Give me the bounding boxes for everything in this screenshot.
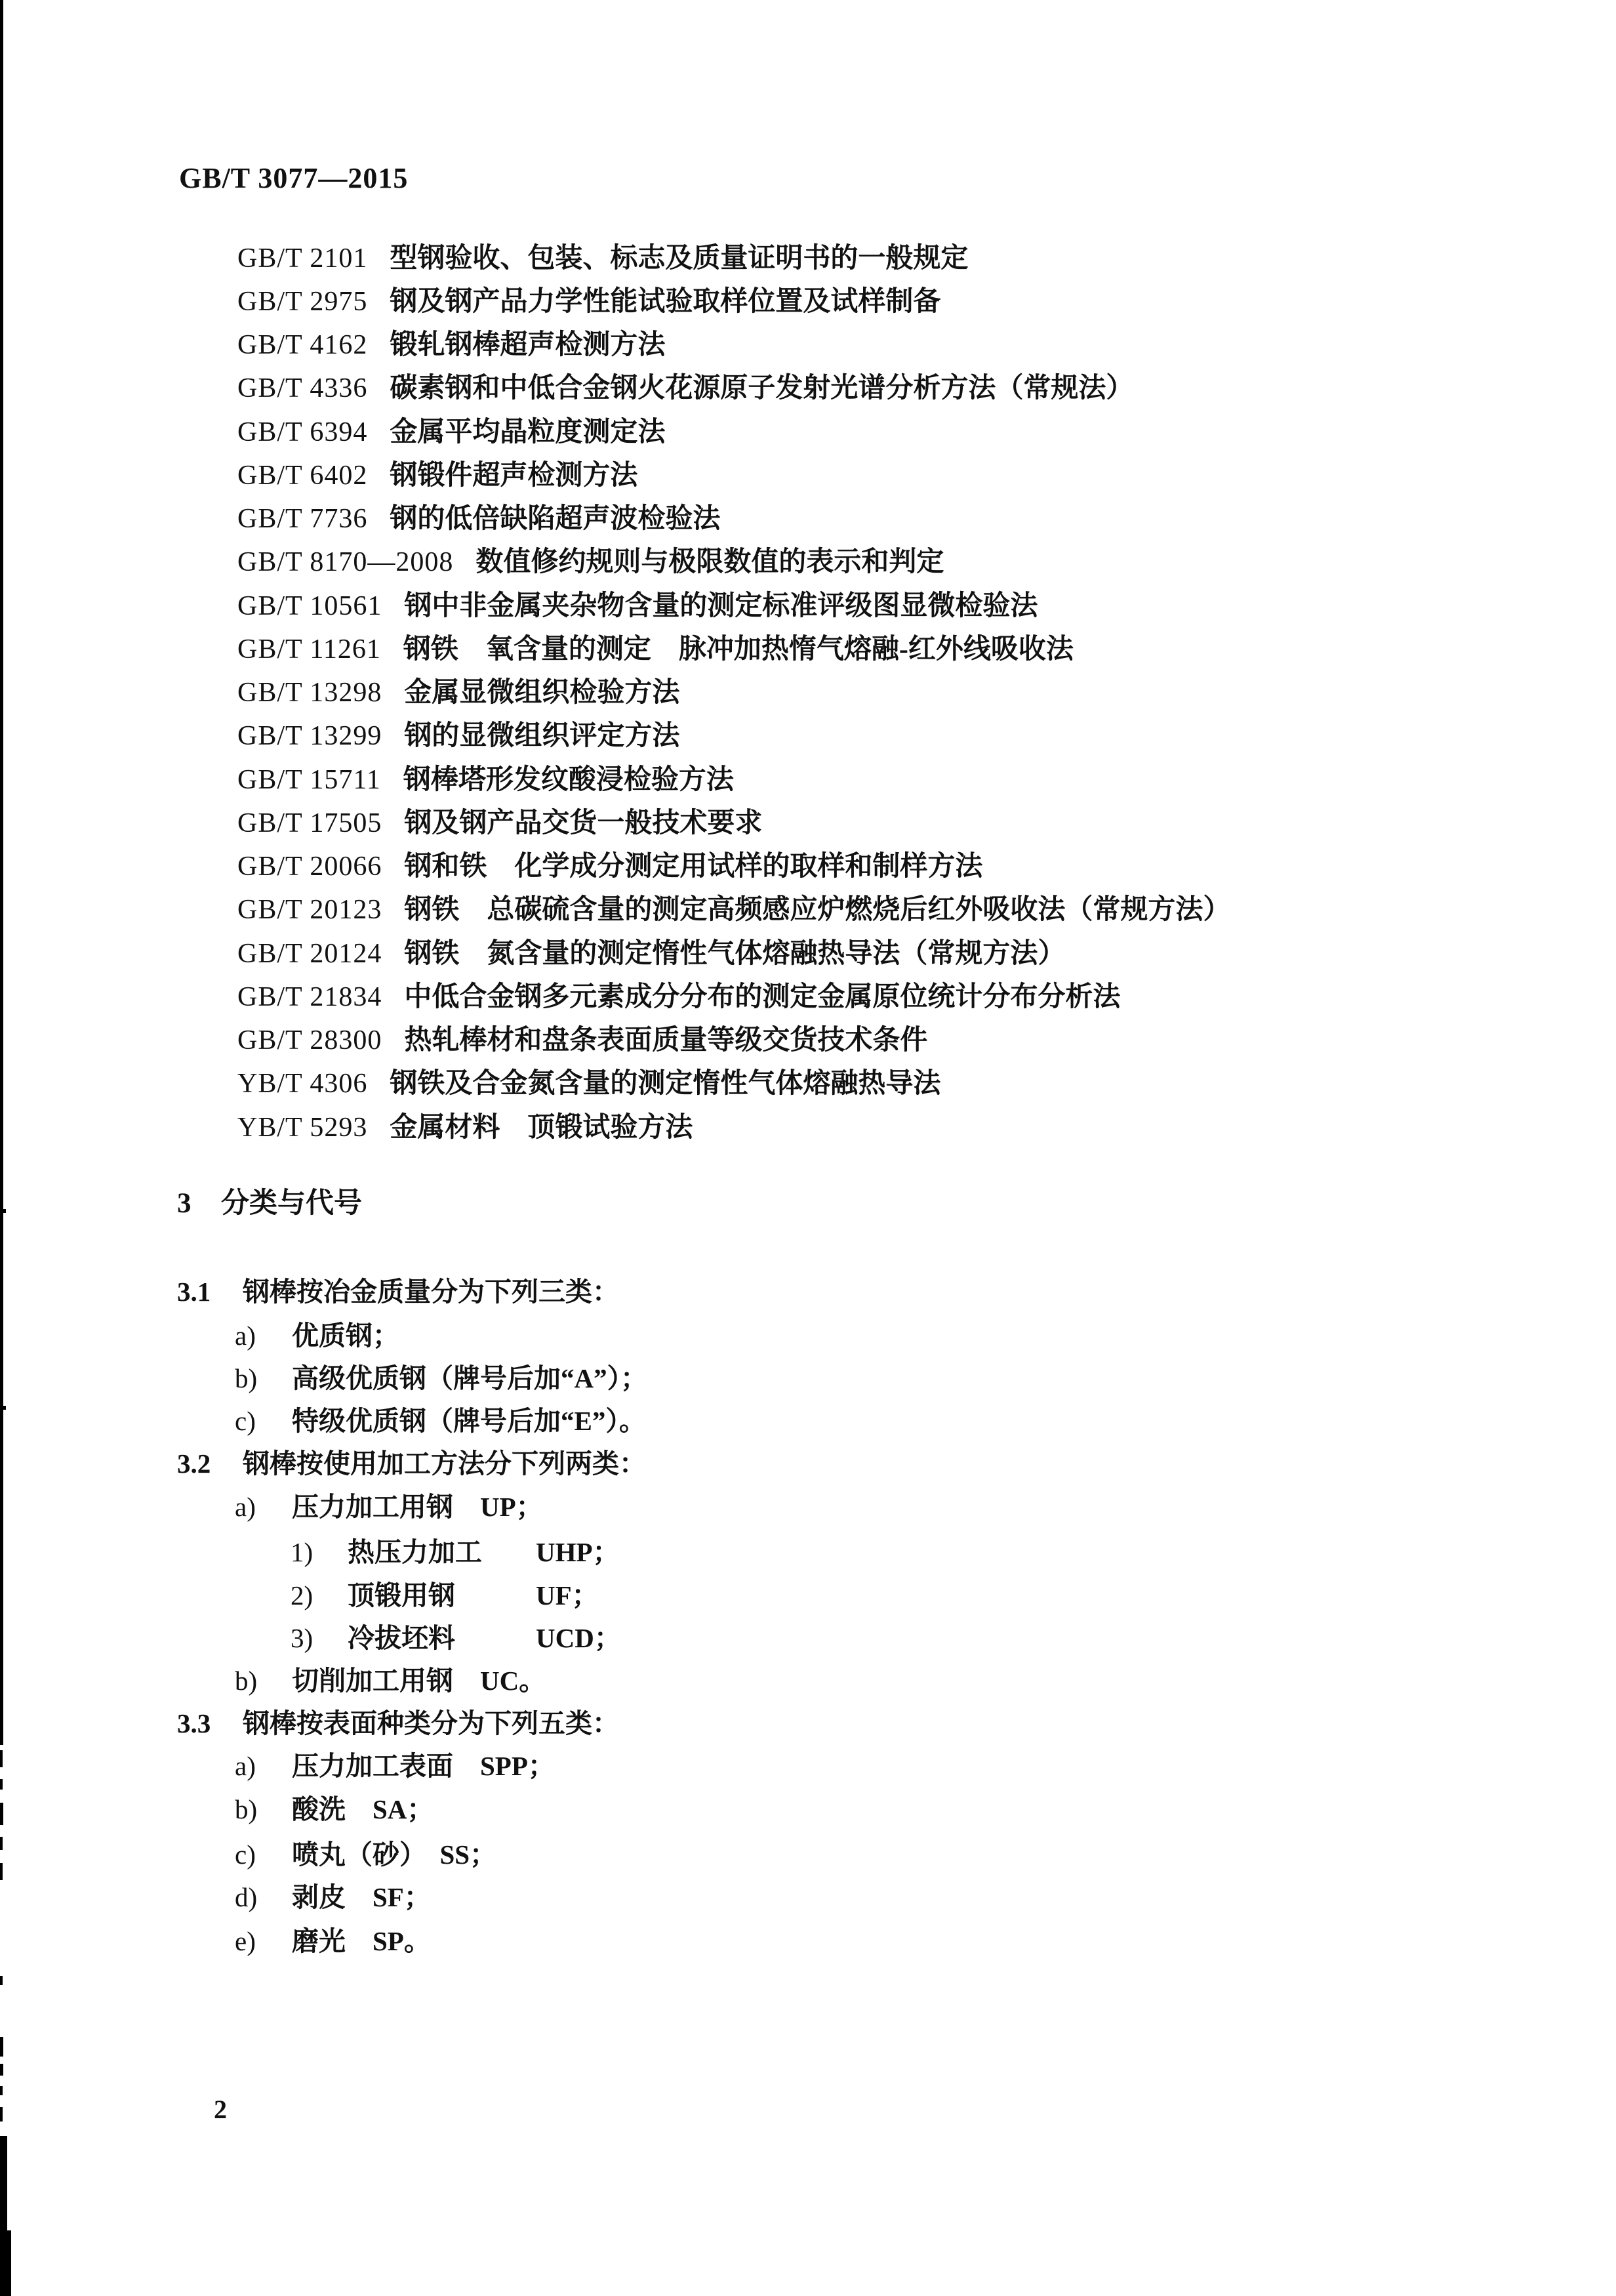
standard-title: 钢中非金属夹杂物含量的测定标准评级图显微检验法 [404, 591, 1038, 621]
standard-code: GB/T 20124 [237, 939, 382, 969]
document-number-header: GB/T 3077—2015 [179, 162, 409, 194]
scan-edge-artifact [0, 1779, 3, 1790]
reference-item [237, 592, 1038, 621]
reference-item [237, 635, 1074, 664]
standard-title: 钢铁 氧含量的测定 脉冲加热惰气熔融-红外线吸收法 [403, 634, 1074, 665]
list-text: 剥皮 SF； [292, 1882, 431, 1912]
list-marker: a) [235, 1751, 256, 1781]
standard-title: 碳素钢和中低合金钢火花源原子发射光谱分析方法（常规法） [390, 373, 1134, 403]
list-item [235, 1927, 431, 1956]
standard-code: GB/T 20066 [237, 851, 382, 882]
clause-line [177, 1710, 619, 1738]
reference-item [237, 983, 1120, 1012]
list-text: 热压力加工 UHP； [348, 1537, 620, 1567]
clause-text: 钢棒按表面种类分为下列五类： [243, 1708, 619, 1738]
clause-line [177, 1278, 619, 1306]
reference-item [237, 678, 679, 707]
standard-code: GB/T 6402 [237, 461, 368, 491]
list-text: 酸洗 SA； [292, 1794, 434, 1824]
list-marker: c) [235, 1839, 256, 1870]
standard-code: GB/T 10561 [237, 591, 382, 621]
list-marker: 1) [291, 1537, 313, 1567]
scan-edge-artifact [0, 1209, 6, 1213]
standard-title: 金属材料 顶锻试验方法 [390, 1113, 693, 1143]
standard-title: 钢和铁 化学成分测定用试样的取样和制样方法 [404, 851, 983, 882]
reference-item [237, 852, 982, 881]
list-item [235, 1322, 399, 1350]
clause-number: 3.1 [177, 1277, 211, 1307]
standard-code: YB/T 5293 [237, 1113, 368, 1143]
scan-edge-artifact [0, 2107, 3, 2122]
section-title: 分类与代号 [221, 1188, 362, 1219]
standard-title: 钢铁 总碳硫含量的测定高频感应炉燃烧后红外吸收法（常规方法） [404, 895, 1231, 925]
clause-text: 钢棒按使用加工方法分下列两类： [243, 1448, 646, 1479]
list-item [235, 1883, 431, 1912]
reference-item [237, 809, 762, 838]
list-marker: a) [235, 1492, 256, 1522]
scan-edge-artifact [0, 1863, 3, 1880]
list-text: 压力加工用钢 UP； [292, 1492, 543, 1522]
standard-title: 锻轧钢棒超声检测方法 [390, 330, 666, 360]
reference-item [237, 418, 665, 447]
list-marker: b) [235, 1794, 258, 1824]
reference-item [237, 895, 1230, 924]
scan-edge-artifact [0, 2037, 3, 2057]
sublist-item [291, 1624, 621, 1652]
sublist-item [291, 1582, 599, 1610]
list-item [235, 1795, 434, 1824]
list-item [235, 1493, 543, 1521]
list-text: 冷拔坯料 UCD； [348, 1623, 621, 1653]
scan-edge-artifact [0, 2230, 11, 2296]
section-number: 3 [177, 1188, 192, 1219]
reference-item [237, 244, 968, 273]
list-item [235, 1407, 646, 1435]
standard-code: GB/T 11261 [237, 634, 381, 665]
reference-item [237, 939, 1065, 968]
scan-edge-artifact [0, 2064, 3, 2076]
standard-code: GB/T 28300 [237, 1025, 382, 1056]
list-marker: b) [235, 1363, 258, 1393]
standard-code: GB/T 21834 [237, 982, 382, 1012]
list-text: 顶锻用钢 UF； [348, 1580, 599, 1610]
standard-code: GB/T 13298 [237, 678, 382, 708]
standard-title: 金属平均晶粒度测定法 [390, 417, 666, 447]
scan-edge-artifact [0, 1803, 3, 1825]
reference-item [237, 504, 720, 533]
standard-code: GB/T 2975 [237, 287, 368, 317]
scan-edge-artifact [0, 1976, 3, 1985]
standard-title: 钢及钢产品力学性能试验取样位置及试样制备 [390, 287, 941, 317]
clause-number: 3.3 [177, 1708, 211, 1738]
standard-title: 型钢验收、包装、标志及质量证明书的一般规定 [390, 243, 969, 274]
standard-title: 中低合金钢多元素成分分布的测定金属原位统计分布分析法 [404, 982, 1121, 1012]
reference-item [237, 1113, 693, 1142]
scan-edge-artifact [0, 1750, 3, 1767]
standard-code: GB/T 8170—2008 [237, 547, 454, 577]
reference-item [237, 1069, 940, 1098]
sublist-item [291, 1538, 620, 1567]
standard-title: 热轧棒材和盘条表面质量等级交货技术条件 [404, 1025, 928, 1056]
list-text: 切削加工用钢 UC。 [292, 1666, 546, 1696]
reference-item [237, 287, 940, 316]
list-marker: c) [235, 1406, 256, 1436]
reference-item [237, 331, 665, 359]
standard-code: GB/T 13299 [237, 721, 382, 751]
clause-line [177, 1450, 646, 1478]
standard-title: 钢的低倍缺陷超声波检验法 [390, 504, 721, 534]
standard-code: GB/T 2101 [237, 243, 368, 274]
standard-title: 数值修约规则与极限数值的表示和判定 [475, 547, 944, 577]
list-text: 压力加工表面 SPP； [292, 1751, 555, 1781]
standard-code: YB/T 4306 [237, 1069, 368, 1099]
standard-code: GB/T 6394 [237, 417, 368, 447]
list-marker: d) [235, 1882, 258, 1912]
list-text: 特级优质钢（牌号后加“E”）。 [292, 1406, 646, 1436]
reference-item [237, 1026, 927, 1055]
page-number: 2 [214, 2095, 227, 2124]
scan-edge-artifact [0, 0, 3, 1745]
standard-code: GB/T 7736 [237, 504, 368, 534]
standard-title: 钢的显微组织评定方法 [404, 721, 680, 751]
standard-title: 钢铁 氮含量的测定惰性气体熔融热导法（常规方法） [404, 939, 1066, 969]
scan-edge-artifact [0, 1406, 6, 1410]
standard-code: GB/T 4336 [237, 373, 368, 403]
list-item [235, 1667, 546, 1695]
list-marker: 2) [291, 1580, 313, 1610]
list-marker: b) [235, 1666, 258, 1696]
standard-title: 钢及钢产品交货一般技术要求 [404, 808, 763, 838]
standard-code: GB/T 4162 [237, 330, 368, 360]
list-text: 高级优质钢（牌号后加“A”）； [292, 1363, 648, 1393]
section-heading [177, 1189, 362, 1218]
list-item [235, 1364, 647, 1393]
scan-edge-artifact [0, 2086, 3, 2095]
list-marker: e) [235, 1926, 256, 1956]
scan-edge-artifact [0, 1837, 3, 1850]
list-text: 磨光 SP。 [292, 1926, 431, 1956]
list-text: 优质钢； [292, 1321, 399, 1351]
standard-title: 钢锻件超声检测方法 [390, 461, 638, 491]
reference-item [237, 548, 944, 577]
standard-code: GB/T 15711 [237, 765, 381, 795]
list-item [235, 1752, 555, 1780]
list-marker: 3) [291, 1623, 313, 1653]
standard-code: GB/T 17505 [237, 808, 382, 838]
reference-item [237, 374, 1133, 403]
reference-item [237, 722, 679, 750]
list-marker: a) [235, 1321, 256, 1351]
standard-title: 钢铁及合金氮含量的测定惰性气体熔融热导法 [390, 1069, 941, 1099]
list-item [235, 1841, 496, 1869]
standard-code: GB/T 20123 [237, 895, 382, 925]
standard-title: 钢棒塔形发纹酸浸检验方法 [403, 765, 734, 795]
clause-text: 钢棒按冶金质量分为下列三类： [243, 1277, 619, 1307]
list-text: 喷丸（砂） SS； [292, 1839, 497, 1870]
standard-title: 金属显微组织检验方法 [404, 678, 680, 708]
reference-item [237, 766, 734, 794]
reference-item [237, 461, 637, 490]
clause-number: 3.2 [177, 1448, 211, 1479]
